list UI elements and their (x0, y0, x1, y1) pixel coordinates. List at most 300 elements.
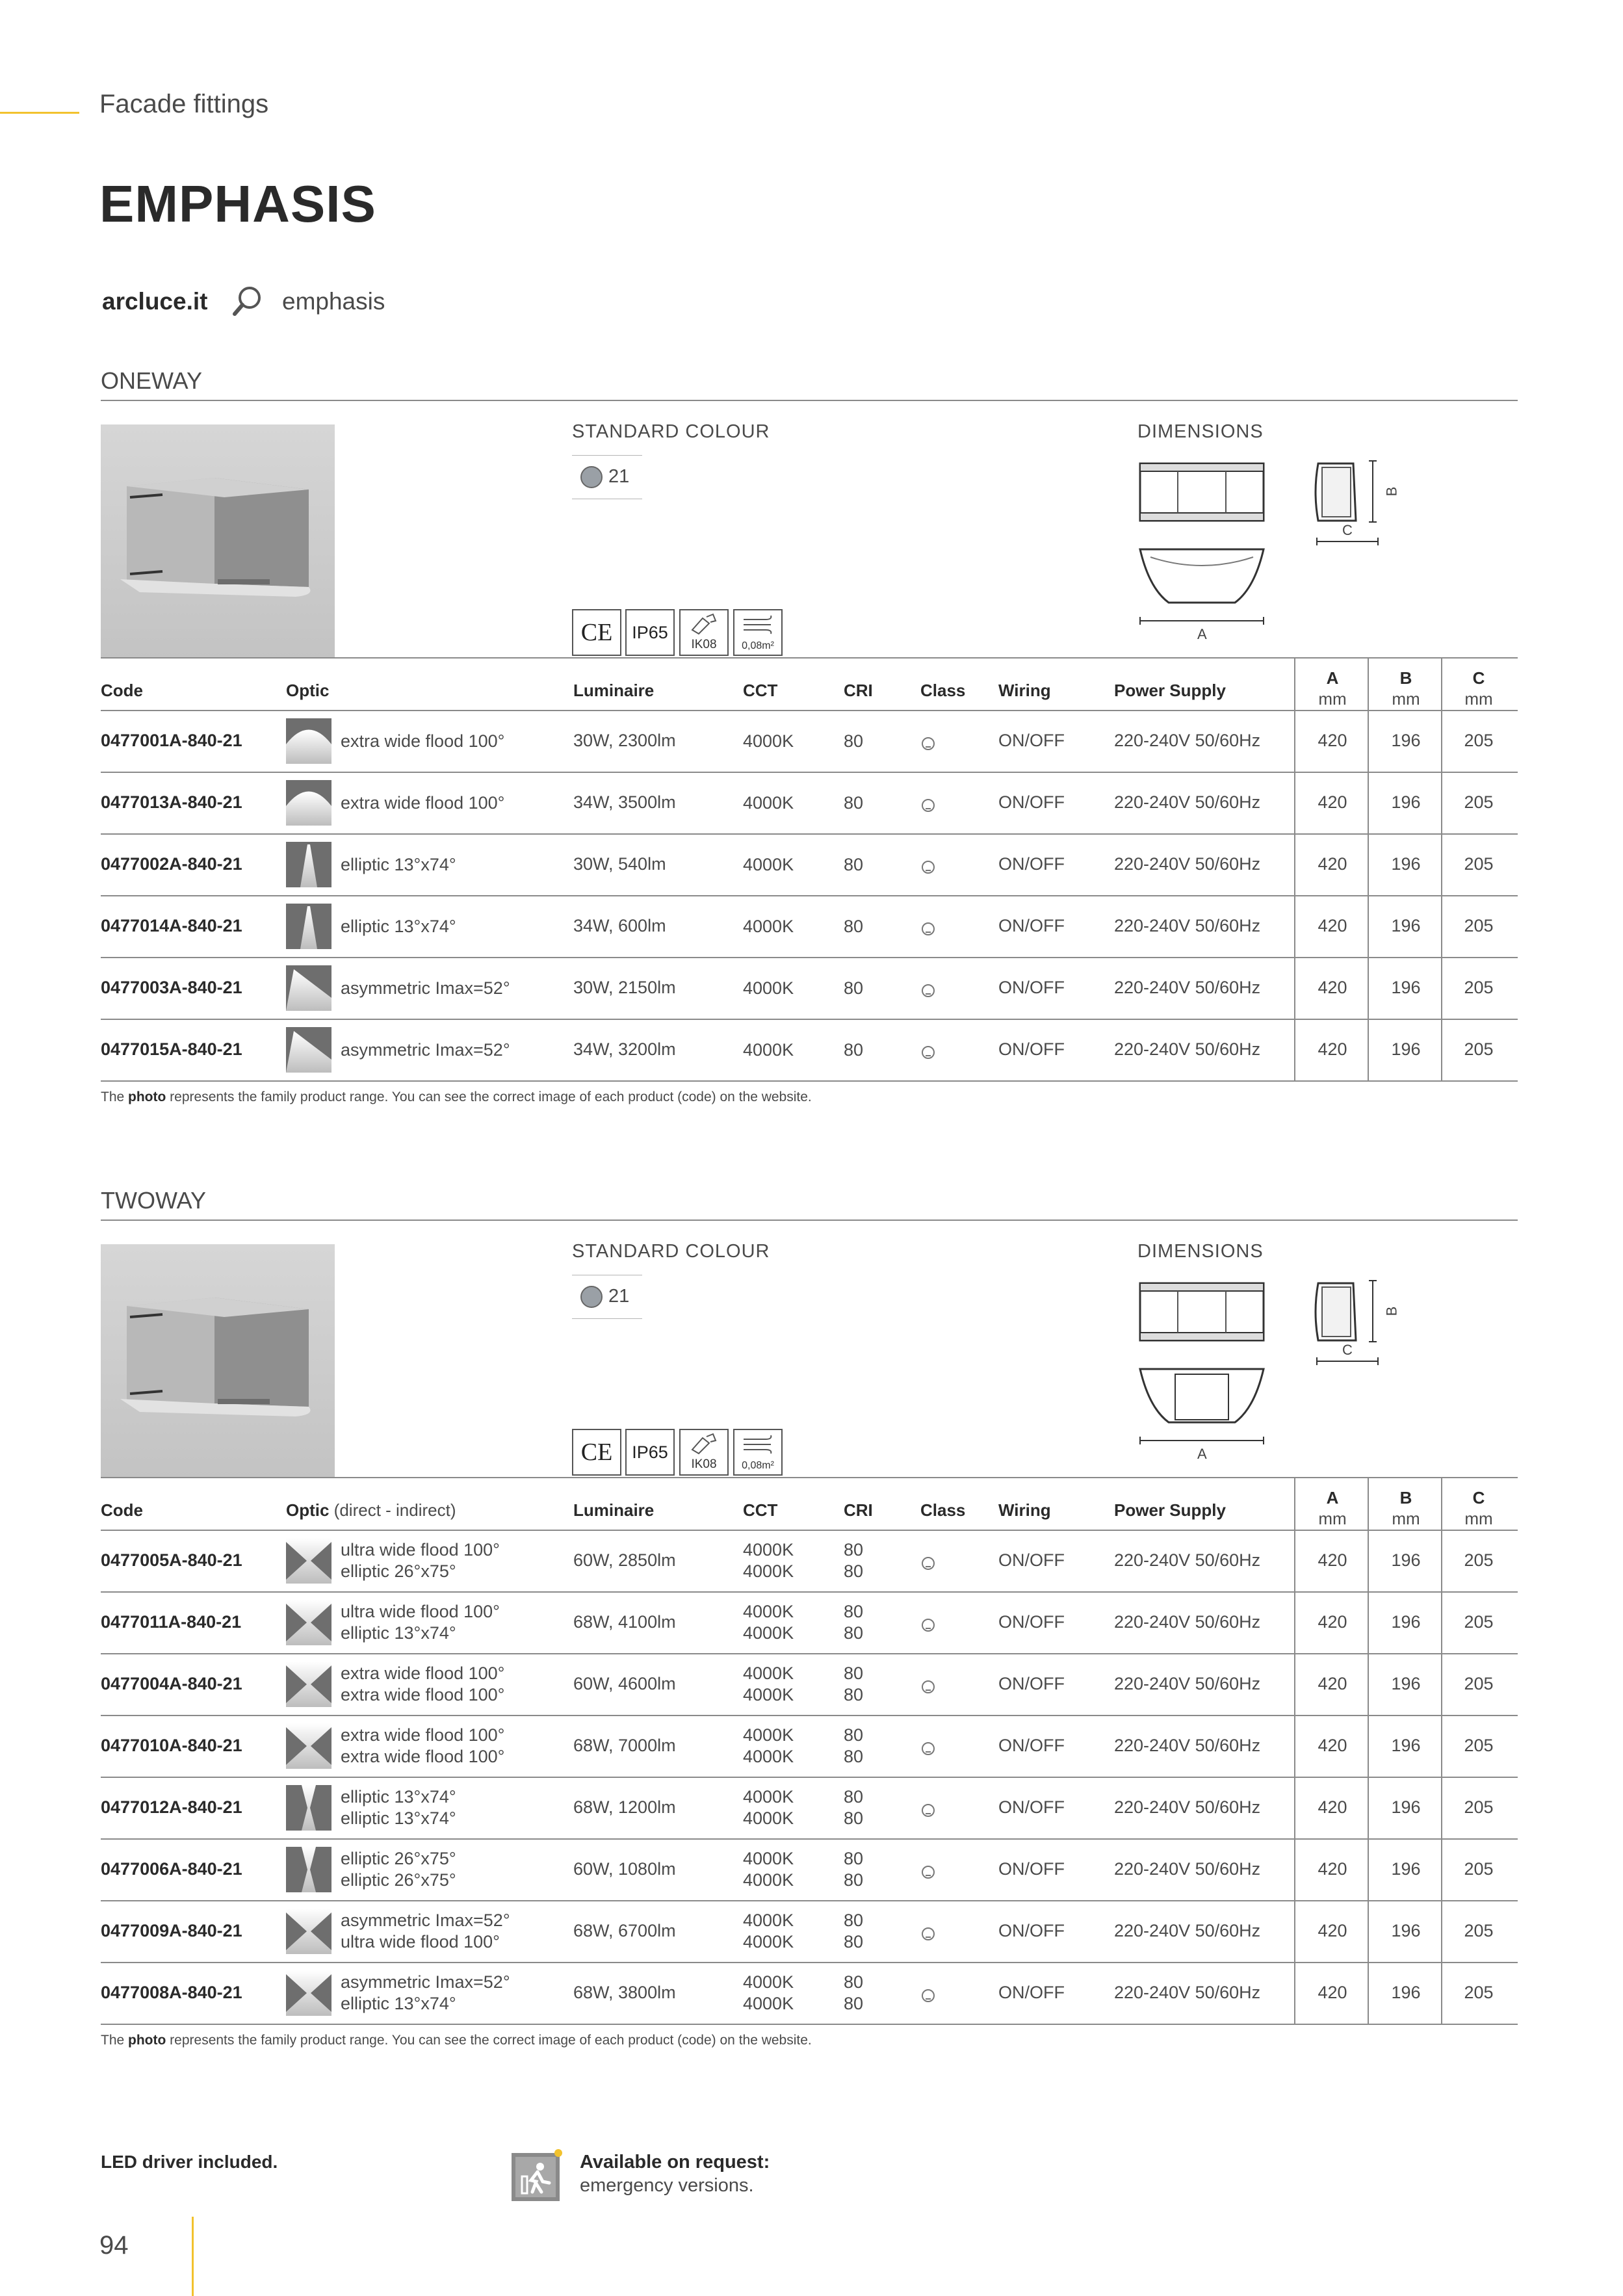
table-row (0, 772, 1623, 833)
cri-value (844, 1725, 863, 1768)
class-earth-icon (922, 1863, 935, 1883)
product-code: 0477012A-840-21 (101, 1797, 242, 1817)
ip-rating: IP65 (625, 609, 675, 656)
power-supply-value: 220-240V 50/60Hz (1114, 1797, 1261, 1817)
dim-b-value: 196 (1391, 977, 1421, 997)
dimensions-drawing (1137, 1278, 1423, 1460)
cri-value (844, 1601, 863, 1644)
col-cri: CRI (844, 1500, 873, 1520)
optic-beam-icon (286, 1027, 331, 1073)
optic-description (341, 1848, 456, 1891)
table-row (0, 1653, 1623, 1715)
optic-line: asymmetric Imax=52° (341, 978, 510, 998)
row-rule (101, 1715, 1518, 1716)
colour-code: 21 (608, 466, 630, 487)
power-supply-value: 220-240V 50/60Hz (1114, 977, 1261, 997)
col-a-unit: mm (1318, 1509, 1347, 1528)
optic-beam-icon (286, 718, 331, 764)
cri-value (844, 1910, 863, 1953)
section-title: ONEWAY (101, 367, 203, 394)
dim-a-value: 420 (1318, 1797, 1347, 1817)
col-a-letter: A (1326, 1488, 1339, 1507)
dim-a-value: 420 (1318, 1039, 1347, 1059)
available-text: emergency versions. (580, 2175, 754, 2196)
cct-value (743, 792, 794, 814)
cri-value (844, 916, 863, 937)
dim-c-value: 205 (1464, 915, 1494, 935)
cct-line: 4000K (743, 1993, 794, 2013)
cct-value (743, 1848, 794, 1891)
page-number: 94 (99, 2231, 129, 2260)
dim-b-value: 196 (1391, 1920, 1421, 1940)
col-b-unit: mm (1392, 689, 1420, 709)
power-supply-value: 220-240V 50/60Hz (1114, 1859, 1261, 1879)
product-code: 0477006A-840-21 (101, 1859, 242, 1879)
cri-line: 80 (844, 1910, 864, 1930)
cri-line: 80 (844, 731, 864, 751)
table-row (0, 1900, 1623, 1962)
row-rule (101, 957, 1518, 958)
product-code: 0477001A-840-21 (101, 730, 242, 750)
product-code: 0477004A-840-21 (101, 1673, 242, 1693)
cri-line: 80 (844, 1848, 864, 1868)
table-row (0, 710, 1623, 772)
power-supply-value: 220-240V 50/60Hz (1114, 792, 1261, 812)
row-rule (101, 1019, 1518, 1020)
earth-symbol-icon (922, 1989, 935, 2002)
optic-beam-icon (286, 1723, 331, 1769)
ik-rating-label: IK08 (691, 638, 717, 651)
table-row (0, 1962, 1623, 2024)
table-top-rule (101, 657, 1518, 659)
photo-note-post: represents the family product range. You can see the correct image of each product (code) on the website. (166, 2033, 812, 2048)
dim-b-value: 196 (1391, 915, 1421, 935)
cct-value (743, 1972, 794, 2015)
col-power-supply: Power Supply (1114, 1500, 1226, 1520)
product-code: 0477010A-840-21 (101, 1735, 242, 1755)
cri-line: 80 (844, 792, 864, 813)
footer-accent-line (192, 2217, 194, 2296)
optic-line: extra wide flood 100° (341, 731, 505, 751)
power-supply-value: 220-240V 50/60Hz (1114, 1982, 1261, 2002)
cct-line: 4000K (743, 1972, 794, 1992)
dimension-b-label: B (1383, 1306, 1400, 1316)
row-rule (101, 1838, 1518, 1840)
class-earth-icon (922, 735, 935, 755)
dim-b-value: 196 (1391, 1550, 1421, 1570)
wiring-value: ON/OFF (998, 854, 1065, 874)
optic-beam-icon (286, 1785, 331, 1831)
power-supply-value: 220-240V 50/60Hz (1114, 1735, 1261, 1755)
optic-line: elliptic 13°x74° (341, 1623, 456, 1643)
cri-line: 80 (844, 854, 864, 874)
photo-note-bold: photo (128, 1089, 166, 1104)
wiring-value: ON/OFF (998, 1920, 1065, 1940)
product-code: 0477002A-840-21 (101, 854, 242, 874)
power-supply-value: 220-240V 50/60Hz (1114, 854, 1261, 874)
section-title: TWOWAY (101, 1187, 206, 1214)
cct-line: 4000K (743, 1808, 794, 1828)
cri-line: 80 (844, 1601, 864, 1621)
colour-rule-bottom (572, 1318, 642, 1319)
optic-line: elliptic 13°x74° (341, 1993, 456, 2013)
wiring-value: ON/OFF (998, 1982, 1065, 2002)
optic-line: elliptic 13°x74° (341, 916, 456, 936)
dim-a-value: 420 (1318, 854, 1347, 874)
optic-beam-icon (286, 1600, 331, 1645)
cct-value (743, 1725, 794, 1768)
product-photo (101, 1244, 335, 1478)
dim-a-value: 420 (1318, 1982, 1347, 2002)
cri-value (844, 1539, 863, 1582)
dimension-c-label: C (1342, 522, 1353, 538)
col-a-letter: A (1326, 668, 1339, 688)
earth-symbol-icon (922, 1680, 935, 1693)
section-divider (101, 1220, 1518, 1221)
cri-value (844, 731, 863, 752)
luminaire-value: 30W, 2300lm (573, 730, 676, 750)
col-cri: CRI (844, 681, 873, 700)
dim-c-value: 205 (1464, 854, 1494, 874)
optic-description (341, 1601, 500, 1644)
optic-description (341, 1539, 500, 1582)
optic-beam-icon (286, 1662, 331, 1707)
dim-c-value: 205 (1464, 1735, 1494, 1755)
product-photo (101, 424, 335, 659)
colour-rule-top (572, 455, 642, 456)
cct-line: 4000K (743, 1684, 794, 1704)
optic-description (341, 978, 510, 999)
cct-line: 4000K (743, 1910, 794, 1930)
class-earth-icon (922, 796, 935, 816)
dim-a-value: 420 (1318, 792, 1347, 812)
ce-mark-icon: CE (572, 1429, 621, 1476)
col-c (1443, 668, 1514, 709)
col-class: Class (920, 681, 966, 700)
site-link[interactable]: arcluce.it (102, 288, 208, 315)
row-rule (101, 833, 1518, 835)
dimension-c-label: C (1342, 1342, 1353, 1358)
optic-description (341, 1663, 504, 1706)
table-row (0, 1591, 1623, 1653)
dim-b-value: 196 (1391, 1982, 1421, 2002)
dimension-a-label: A (1197, 1446, 1207, 1462)
dim-b-value: 196 (1391, 1673, 1421, 1693)
col-luminaire: Luminaire (573, 1500, 655, 1520)
photo-note-pre: The (101, 1089, 129, 1104)
optic-line: ultra wide flood 100° (341, 1931, 500, 1951)
col-optic-label: Optic (286, 681, 330, 700)
dimensions-label: DIMENSIONS (1137, 421, 1264, 442)
table-row (0, 1715, 1623, 1777)
cct-line: 4000K (743, 1786, 794, 1807)
col-b (1370, 1487, 1442, 1529)
header-accent-line (0, 112, 79, 114)
optic-line: extra wide flood 100° (341, 1663, 505, 1683)
optic-description (341, 1725, 504, 1768)
cct-line: 4000K (743, 1663, 794, 1683)
photo-note (101, 1089, 812, 1105)
col-c-letter: C (1472, 1488, 1485, 1507)
col-a-unit: mm (1318, 689, 1347, 709)
cct-value (743, 1539, 794, 1582)
col-optic-note: (direct - indirect) (329, 1500, 456, 1520)
product-code: 0477008A-840-21 (101, 1982, 242, 2002)
photo-note (101, 2033, 812, 2048)
ik-rating-icon (679, 1429, 729, 1476)
earth-symbol-icon (922, 1866, 935, 1879)
cct-line: 4000K (743, 916, 794, 936)
table-row (0, 1019, 1623, 1080)
cct-line: 4000K (743, 1601, 794, 1621)
cri-line: 80 (844, 1870, 864, 1890)
dim-b-value: 196 (1391, 1859, 1421, 1879)
row-rule (101, 1962, 1518, 1963)
section-divider (101, 400, 1518, 401)
optic-beam-icon (286, 1538, 331, 1584)
dim-b-value: 196 (1391, 1797, 1421, 1817)
wind-area-label: 0,08m² (742, 1460, 774, 1471)
dim-c-value: 205 (1464, 730, 1494, 750)
cri-line: 80 (844, 1786, 864, 1807)
cct-value (743, 978, 794, 999)
optic-line: elliptic 13°x74° (341, 1808, 456, 1828)
class-earth-icon (922, 1043, 935, 1063)
power-supply-value: 220-240V 50/60Hz (1114, 915, 1261, 935)
cri-line: 80 (844, 1725, 864, 1745)
dim-a-value: 420 (1318, 1735, 1347, 1755)
earth-symbol-icon (922, 737, 935, 750)
photo-note-pre: The (101, 2033, 129, 2048)
optic-beam-icon (286, 842, 331, 887)
col-optic (286, 681, 329, 701)
product-code: 0477015A-840-21 (101, 1039, 242, 1059)
table-row (0, 895, 1623, 957)
wiring-value: ON/OFF (998, 1797, 1065, 1817)
cct-line: 4000K (743, 731, 794, 751)
class-earth-icon (922, 920, 935, 940)
luminaire-value: 68W, 7000lm (573, 1735, 676, 1755)
power-supply-value: 220-240V 50/60Hz (1114, 1611, 1261, 1632)
optic-beam-icon (286, 904, 331, 949)
dimension-b-label: B (1383, 486, 1400, 497)
optic-line: ultra wide flood 100° (341, 1601, 500, 1621)
col-c-letter: C (1472, 668, 1485, 688)
power-supply-value: 220-240V 50/60Hz (1114, 1550, 1261, 1570)
optic-line: asymmetric Imax=52° (341, 1039, 510, 1060)
optic-line: elliptic 13°x74° (341, 1786, 456, 1807)
cct-line: 4000K (743, 854, 794, 874)
row-rule (101, 1777, 1518, 1778)
cct-line: 4000K (743, 1931, 794, 1951)
optic-line: ultra wide flood 100° (341, 1539, 500, 1559)
wiring-value: ON/OFF (998, 1039, 1065, 1059)
col-luminaire: Luminaire (573, 681, 655, 700)
dim-a-value: 420 (1318, 977, 1347, 997)
cri-value (844, 1039, 863, 1061)
table-row (0, 833, 1623, 895)
luminaire-value: 30W, 540lm (573, 854, 666, 874)
ik-rating-label: IK08 (691, 1457, 717, 1471)
col-c-unit: mm (1464, 689, 1493, 709)
col-class: Class (920, 1500, 966, 1520)
earth-symbol-icon (922, 1619, 935, 1632)
search-icon[interactable] (230, 285, 264, 319)
ce-mark-icon: CE (572, 609, 621, 656)
standard-colour-label: STANDARD COLOUR (572, 1241, 770, 1262)
cri-line: 80 (844, 1561, 864, 1581)
luminaire-value: 30W, 2150lm (573, 977, 676, 997)
cct-line: 4000K (743, 792, 794, 813)
cct-line: 4000K (743, 1848, 794, 1868)
dim-b-value: 196 (1391, 792, 1421, 812)
wiring-value: ON/OFF (998, 1735, 1065, 1755)
dim-c-value: 205 (1464, 1550, 1494, 1570)
table-bottom-rule (101, 1080, 1518, 1082)
class-earth-icon (922, 982, 935, 1002)
optic-description (341, 916, 456, 937)
available-title: Available on request: (580, 2152, 770, 2172)
earth-symbol-icon (922, 1046, 935, 1059)
cct-value (743, 1663, 794, 1706)
dim-c-value: 205 (1464, 1797, 1494, 1817)
class-earth-icon (922, 1678, 935, 1698)
cri-value (844, 792, 863, 814)
row-rule (101, 895, 1518, 896)
optic-line: elliptic 13°x74° (341, 854, 456, 874)
dim-a-value: 420 (1318, 915, 1347, 935)
row-rule (101, 1653, 1518, 1654)
optic-beam-icon (286, 780, 331, 826)
wind-area-icon (733, 1429, 783, 1476)
photo-note-bold: photo (128, 2033, 166, 2048)
class-earth-icon (922, 1554, 935, 1574)
product-code: 0477011A-840-21 (101, 1611, 242, 1632)
cri-line: 80 (844, 978, 864, 998)
dim-c-value: 205 (1464, 792, 1494, 812)
optic-description (341, 731, 504, 752)
luminaire-value: 68W, 1200lm (573, 1797, 676, 1817)
optic-line: asymmetric Imax=52° (341, 1972, 510, 1992)
dim-c-value: 205 (1464, 1982, 1494, 2002)
cct-line: 4000K (743, 1539, 794, 1559)
earth-symbol-icon (922, 799, 935, 812)
dim-c-value: 205 (1464, 1611, 1494, 1632)
col-a (1297, 668, 1368, 709)
dim-b-value: 196 (1391, 1039, 1421, 1059)
cri-value (844, 978, 863, 999)
dim-a-value: 420 (1318, 730, 1347, 750)
colour-swatch (580, 1286, 603, 1308)
dim-c-value: 205 (1464, 1859, 1494, 1879)
dim-c-value: 205 (1464, 977, 1494, 997)
row-rule (101, 1900, 1518, 1901)
emergency-exit-icon (512, 2149, 564, 2201)
cct-line: 4000K (743, 1039, 794, 1060)
cri-line: 80 (844, 1663, 864, 1683)
luminaire-value: 34W, 3500lm (573, 792, 676, 812)
col-wiring: Wiring (998, 681, 1051, 700)
dim-c-value: 205 (1464, 1920, 1494, 1940)
power-supply-value: 220-240V 50/60Hz (1114, 1673, 1261, 1693)
power-supply-value: 220-240V 50/60Hz (1114, 1039, 1261, 1059)
photo-note-post: represents the family product range. You can see the correct image of each product (code) on the website. (166, 1089, 812, 1104)
optic-line: elliptic 26°x75° (341, 1870, 456, 1890)
col-code: Code (101, 681, 143, 700)
dim-a-value: 420 (1318, 1550, 1347, 1570)
cri-line: 80 (844, 1746, 864, 1766)
table-row (0, 1530, 1623, 1591)
cri-line: 80 (844, 1972, 864, 1992)
dim-b-value: 196 (1391, 730, 1421, 750)
dim-a-value: 420 (1318, 1859, 1347, 1879)
cct-value (743, 1039, 794, 1061)
class-earth-icon (922, 1801, 935, 1821)
optic-beam-icon (286, 1909, 331, 1954)
earth-symbol-icon (922, 861, 935, 874)
class-earth-icon (922, 858, 935, 878)
wiring-value: ON/OFF (998, 977, 1065, 997)
wiring-value: ON/OFF (998, 730, 1065, 750)
cct-line: 4000K (743, 1561, 794, 1581)
wiring-value: ON/OFF (998, 915, 1065, 935)
class-earth-icon (922, 1925, 935, 1945)
luminaire-value: 68W, 6700lm (573, 1920, 676, 1940)
product-code: 0477013A-840-21 (101, 792, 242, 812)
table-row (0, 1838, 1623, 1900)
luminaire-value: 60W, 2850lm (573, 1550, 676, 1570)
optic-line: extra wide flood 100° (341, 1684, 505, 1704)
cct-line: 4000K (743, 1623, 794, 1643)
table-row (0, 957, 1623, 1019)
dim-a-value: 420 (1318, 1920, 1347, 1940)
col-cct: CCT (743, 681, 778, 700)
col-optic (286, 1500, 456, 1520)
table-top-rule (101, 1477, 1518, 1478)
row-rule (101, 772, 1518, 773)
row-rule (101, 710, 1518, 711)
product-code: 0477005A-840-21 (101, 1550, 242, 1570)
optic-description (341, 1972, 510, 2015)
cri-line: 80 (844, 1931, 864, 1951)
cri-value (844, 854, 863, 876)
colour-swatch (580, 466, 603, 488)
dimensions-drawing (1137, 458, 1423, 640)
cct-value (743, 731, 794, 752)
cri-line: 80 (844, 1808, 864, 1828)
product-code: 0477009A-840-21 (101, 1920, 242, 1940)
cri-line: 80 (844, 916, 864, 936)
product-code: 0477003A-840-21 (101, 977, 242, 997)
led-driver-note: LED driver included. (101, 2152, 278, 2172)
category-label: Facade fittings (99, 90, 269, 118)
table-row (0, 1777, 1623, 1838)
standard-colour-label: STANDARD COLOUR (572, 421, 770, 442)
earth-symbol-icon (922, 1927, 935, 1940)
cri-value (844, 1848, 863, 1891)
col-a (1297, 1487, 1368, 1529)
col-optic-label: Optic (286, 1500, 330, 1520)
optic-line: extra wide flood 100° (341, 1746, 505, 1766)
wind-area-icon (733, 609, 783, 656)
optic-line: elliptic 26°x75° (341, 1848, 456, 1868)
wiring-value: ON/OFF (998, 792, 1065, 812)
cct-line: 4000K (743, 1725, 794, 1745)
earth-symbol-icon (922, 1742, 935, 1755)
wiring-value: ON/OFF (998, 1550, 1065, 1570)
cct-line: 4000K (743, 978, 794, 998)
optic-line: asymmetric Imax=52° (341, 1910, 510, 1930)
